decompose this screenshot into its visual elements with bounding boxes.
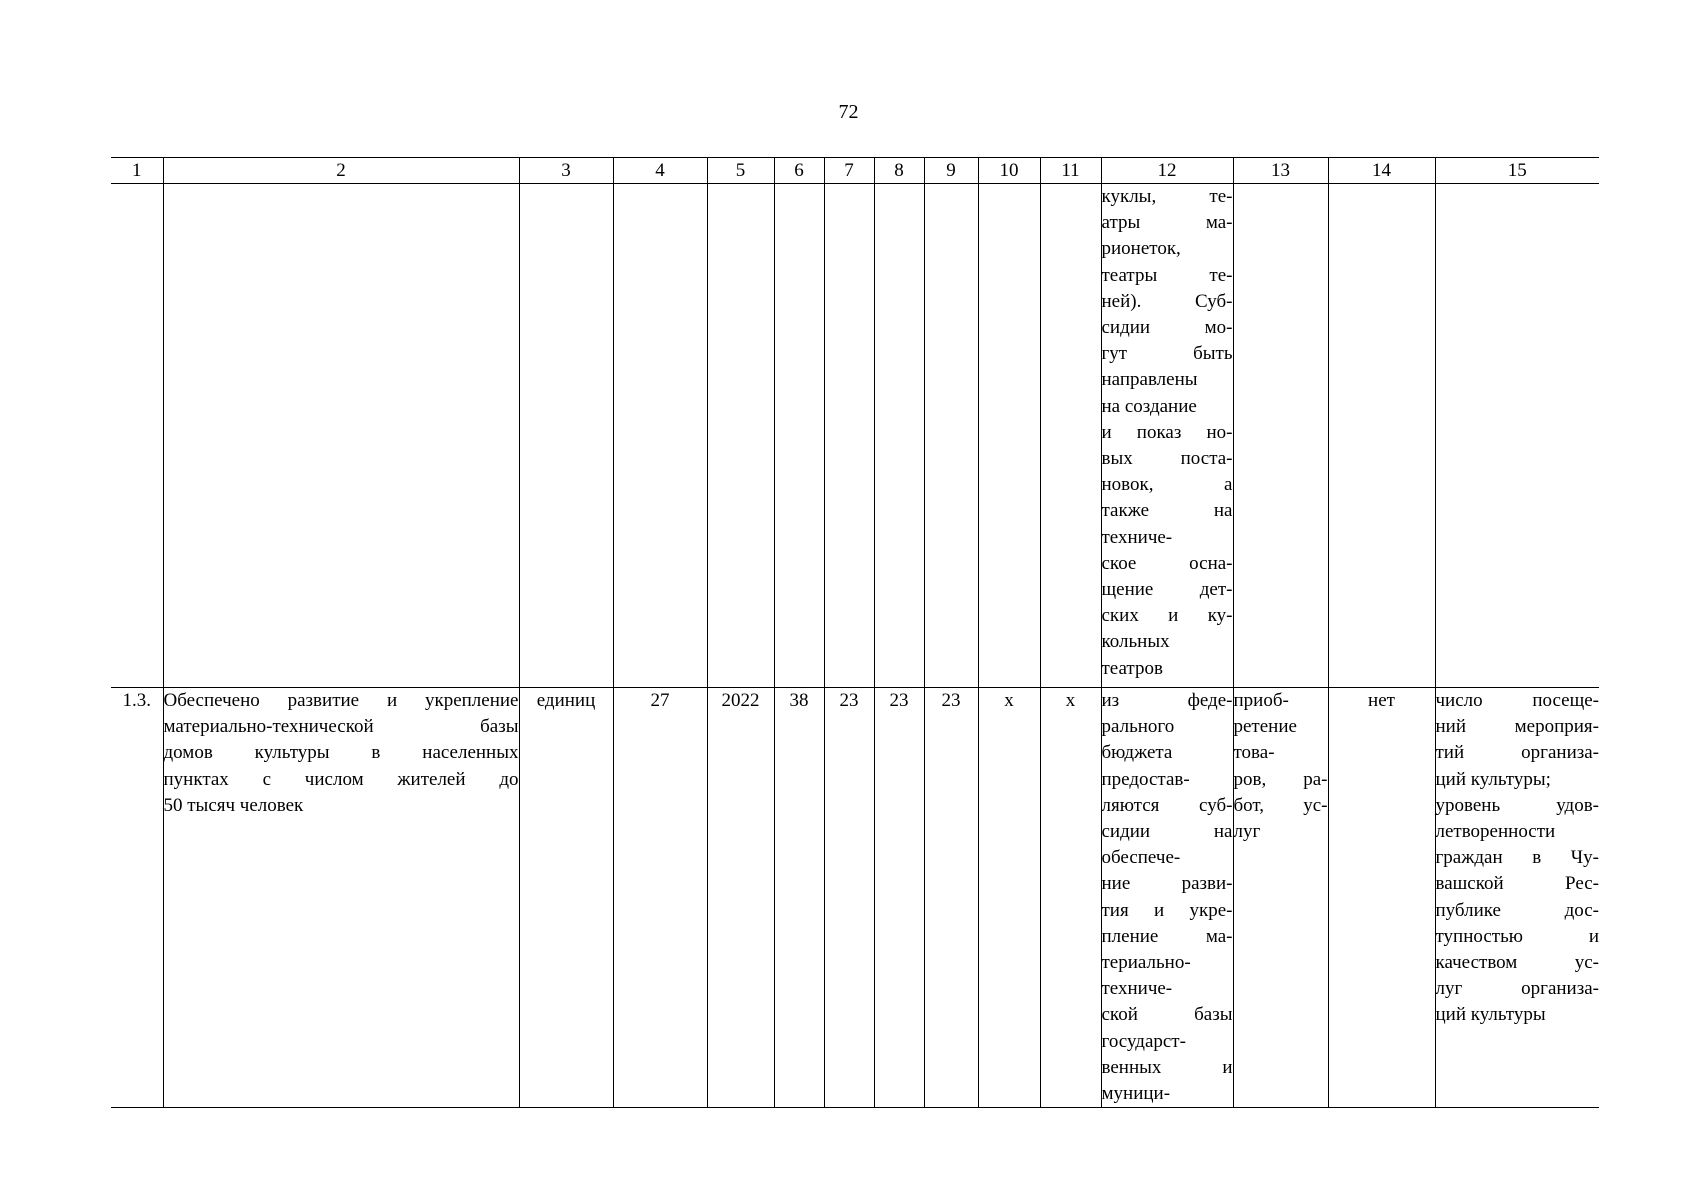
subsidy-description-cell (1101, 688, 1233, 1108)
table-cell (978, 184, 1040, 688)
subsidy-description-cell (1101, 184, 1233, 688)
text-line: муници- (1101, 1083, 1171, 1105)
table-cell (774, 184, 824, 688)
table-cell (1233, 184, 1328, 688)
header-cell: 2 (163, 158, 519, 184)
value-cell: х (1040, 688, 1101, 1108)
text-line: тия и укре- (1101, 899, 1233, 921)
indicators-table (111, 157, 1599, 1108)
text-line: бот, ус- (1233, 794, 1328, 816)
purchase-type-cell (1233, 688, 1328, 1108)
table-cell (924, 184, 978, 688)
text-line: луг организа- (1435, 978, 1599, 1000)
text-line: луг (1233, 821, 1261, 843)
text-line: и показ но- (1101, 421, 1233, 443)
text-line: пунктах с числом жителей до (163, 768, 519, 790)
year-cell: 2022 (707, 688, 774, 1108)
text-line: бюджета (1101, 742, 1173, 764)
value-cell: 23 (924, 688, 978, 1108)
text-line: щение дет- (1101, 579, 1233, 601)
text-line: число посеще- (1435, 690, 1599, 711)
table-cell (163, 184, 519, 688)
table-cell (824, 184, 874, 688)
text-line: ляются суб- (1101, 794, 1233, 816)
table-cell (1435, 184, 1599, 688)
text-line: пление ма- (1101, 925, 1233, 947)
text-line: вых поста- (1101, 448, 1233, 470)
table-cell (519, 184, 613, 688)
indicator-cell (1435, 688, 1599, 1108)
header-cell: 12 (1101, 158, 1233, 184)
header-cell: 4 (613, 158, 707, 184)
table-row (111, 184, 1599, 688)
text-line: 50 тысяч человек (163, 794, 304, 816)
value-cell: 23 (824, 688, 874, 1108)
value-cell: 27 (613, 688, 707, 1108)
text-line: из феде- (1101, 690, 1233, 711)
text-line: ней). Суб- (1101, 290, 1233, 312)
flag-cell: нет (1328, 688, 1435, 1108)
text-line: куклы, те- (1101, 186, 1233, 207)
text-line: сидии на (1101, 821, 1233, 843)
value-cell: 23 (874, 688, 924, 1108)
text-line: ретение (1233, 716, 1297, 738)
page-number: 72 (838, 101, 859, 123)
table-cell (707, 184, 774, 688)
text-line: ций культуры (1435, 1004, 1546, 1026)
text-line: домов культуры в населенных (163, 742, 519, 764)
text-line: тий организа- (1435, 742, 1599, 764)
value-cell: 38 (774, 688, 824, 1108)
header-cell: 6 (774, 158, 824, 184)
header-cell: 3 (519, 158, 613, 184)
table-row (111, 688, 1599, 1108)
text-line: материально-технической базы (163, 716, 519, 738)
table-cell (1040, 184, 1101, 688)
text-line: Обеспечено развитие и укрепление (163, 690, 519, 711)
header-cell: 13 (1233, 158, 1328, 184)
text-line: ров, ра- (1233, 768, 1328, 790)
text-line: новок, а (1101, 474, 1233, 496)
text-line: ское осна- (1101, 552, 1233, 574)
text-line: публике дос- (1435, 899, 1599, 921)
header-cell: 9 (924, 158, 978, 184)
text-line: атры ма- (1101, 212, 1233, 234)
text-line: териально- (1101, 952, 1191, 974)
text-line: качеством ус- (1435, 952, 1599, 974)
text-line: предостав- (1101, 768, 1190, 790)
text-line: на создание (1101, 395, 1197, 417)
text-line: тупностью и (1435, 925, 1599, 947)
header-cell: 8 (874, 158, 924, 184)
text-line: това- (1233, 742, 1275, 764)
text-line: вашской Рес- (1435, 873, 1599, 895)
text-line: приоб- (1233, 690, 1289, 711)
text-line: рионеток, (1101, 238, 1181, 260)
text-line: рального (1101, 716, 1175, 738)
row-number-cell: 1.3. (111, 688, 163, 1108)
text-line: венных и (1101, 1056, 1233, 1078)
table-cell (111, 184, 163, 688)
text-line: гут быть (1101, 343, 1233, 365)
text-line: кольных (1101, 631, 1170, 653)
header-cell: 10 (978, 158, 1040, 184)
text-line: ских и ку- (1101, 605, 1233, 627)
header-cell: 11 (1040, 158, 1101, 184)
unit-cell: единиц (519, 688, 613, 1108)
text-line: государст- (1101, 1030, 1186, 1052)
text-line: техниче- (1101, 526, 1173, 548)
value-cell: х (978, 688, 1040, 1108)
text-line: обеспече- (1101, 847, 1181, 869)
text-line: сидии мо- (1101, 317, 1233, 339)
header-cell: 5 (707, 158, 774, 184)
text-line: граждан в Чу- (1435, 847, 1599, 869)
table-header-row (111, 158, 1599, 184)
text-line: также на (1101, 500, 1233, 522)
text-line: театров (1101, 657, 1163, 679)
text-line: летворенности (1435, 821, 1556, 843)
header-cell: 7 (824, 158, 874, 184)
table-cell (874, 184, 924, 688)
table-cell (613, 184, 707, 688)
text-line: уровень удов- (1435, 794, 1599, 816)
result-description-cell (163, 688, 519, 1108)
header-cell: 14 (1328, 158, 1435, 184)
text-line: техниче- (1101, 978, 1173, 1000)
table-cell (1328, 184, 1435, 688)
text-line: ние разви- (1101, 873, 1233, 895)
header-cell: 1 (111, 158, 163, 184)
text-line: ций культуры; (1435, 768, 1551, 790)
text-line: ской базы (1101, 1004, 1233, 1026)
text-line: направлены (1101, 369, 1198, 391)
text-line: ний мероприя- (1435, 716, 1599, 738)
header-cell: 15 (1435, 158, 1599, 184)
text-line: театры те- (1101, 264, 1233, 286)
